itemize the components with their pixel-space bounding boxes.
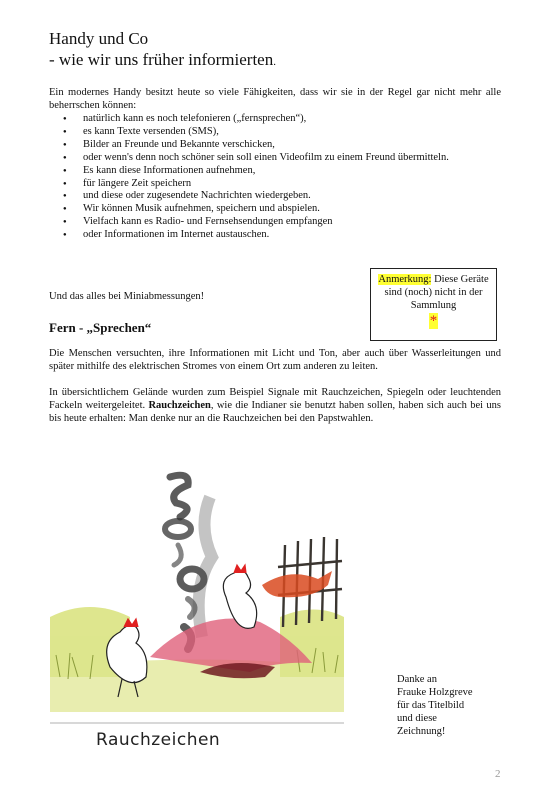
section-heading: Fern - „Sprechen“ [49, 320, 152, 335]
list-item: ● Es kann diese Informationen aufnehmen, [83, 165, 501, 178]
title-line-1: Handy und Co [49, 29, 149, 48]
list-item: ● natürlich kann es noch telefonieren („fernsprechen“), [83, 113, 501, 126]
list-item: ● und diese oder zugesendete Nachrichten wiedergeben. [83, 190, 501, 203]
acknowledgement: Danke an Frauke Holzgreve für das Titelbild und diese Zeichnung! [397, 674, 473, 737]
body-paragraph-2: In übersichtlichem Gelände wurden zum Beispiel Signale mit Rauchzeichen, Spiegeln oder leuchtenden Fackeln weitergeleitet. Rauchzeichen, wie die Indianer sie benutzt haben sollen, haben sich auch bei uns bis heute erhalten: Man denke nur an die Rauchzeichen bei den Papstwahlen. [49, 387, 501, 424]
list-item: ● oder Informationen im Internet austauschen. [83, 229, 501, 242]
annotation-box [370, 268, 497, 341]
intro-paragraph: Ein modernes Handy besitzt heute so viele Fähigkeiten, dass wir sie in der Regel gar nicht mehr alle beherrschen können: [49, 87, 501, 111]
smoke-signal-drawing [50, 467, 344, 751]
list-item: ● Wir können Musik aufnehmen, speichern und abspielen. [83, 203, 501, 216]
feature-list [49, 113, 501, 242]
list-item: ● Vielfach kann es Radio- und Fernsehsendungen empfangen [83, 216, 501, 229]
list-item: ● für längere Zeit speichern [83, 178, 501, 191]
illustration-caption: Rauchzeichen [96, 730, 221, 750]
body-paragraph-1: Die Menschen versuchten, ihre Informationen mit Licht und Ton, aber auch über Wasserleitungen und später mithilfe des elektrischen Stromes von einem Ort zum anderen zu leiten. [49, 348, 501, 372]
emphasis-rauchzeichen: Rauchzeichen [148, 400, 211, 411]
title-line-2: - wie wir uns früher informierten. [49, 50, 276, 69]
page-number: 2 [495, 768, 501, 780]
page-title [49, 28, 276, 73]
list-item: ● oder wenn's denn noch schöner sein soll einen Videofilm zu einem Freund übermitteln. [83, 152, 501, 165]
annotation-label: Anmerkung: [378, 274, 432, 285]
asterisk-marker: * [429, 313, 438, 329]
miniature-sentence: Und das alles bei Miniabmessungen! [49, 291, 205, 302]
list-item: ● Bilder an Freunde und Bekannte verschicken, [83, 139, 501, 152]
list-item: ● es kann Texte versenden (SMS), [83, 126, 501, 139]
annotation-text: Diese Geräte sind (noch) nicht in der Sammlung [384, 274, 489, 311]
